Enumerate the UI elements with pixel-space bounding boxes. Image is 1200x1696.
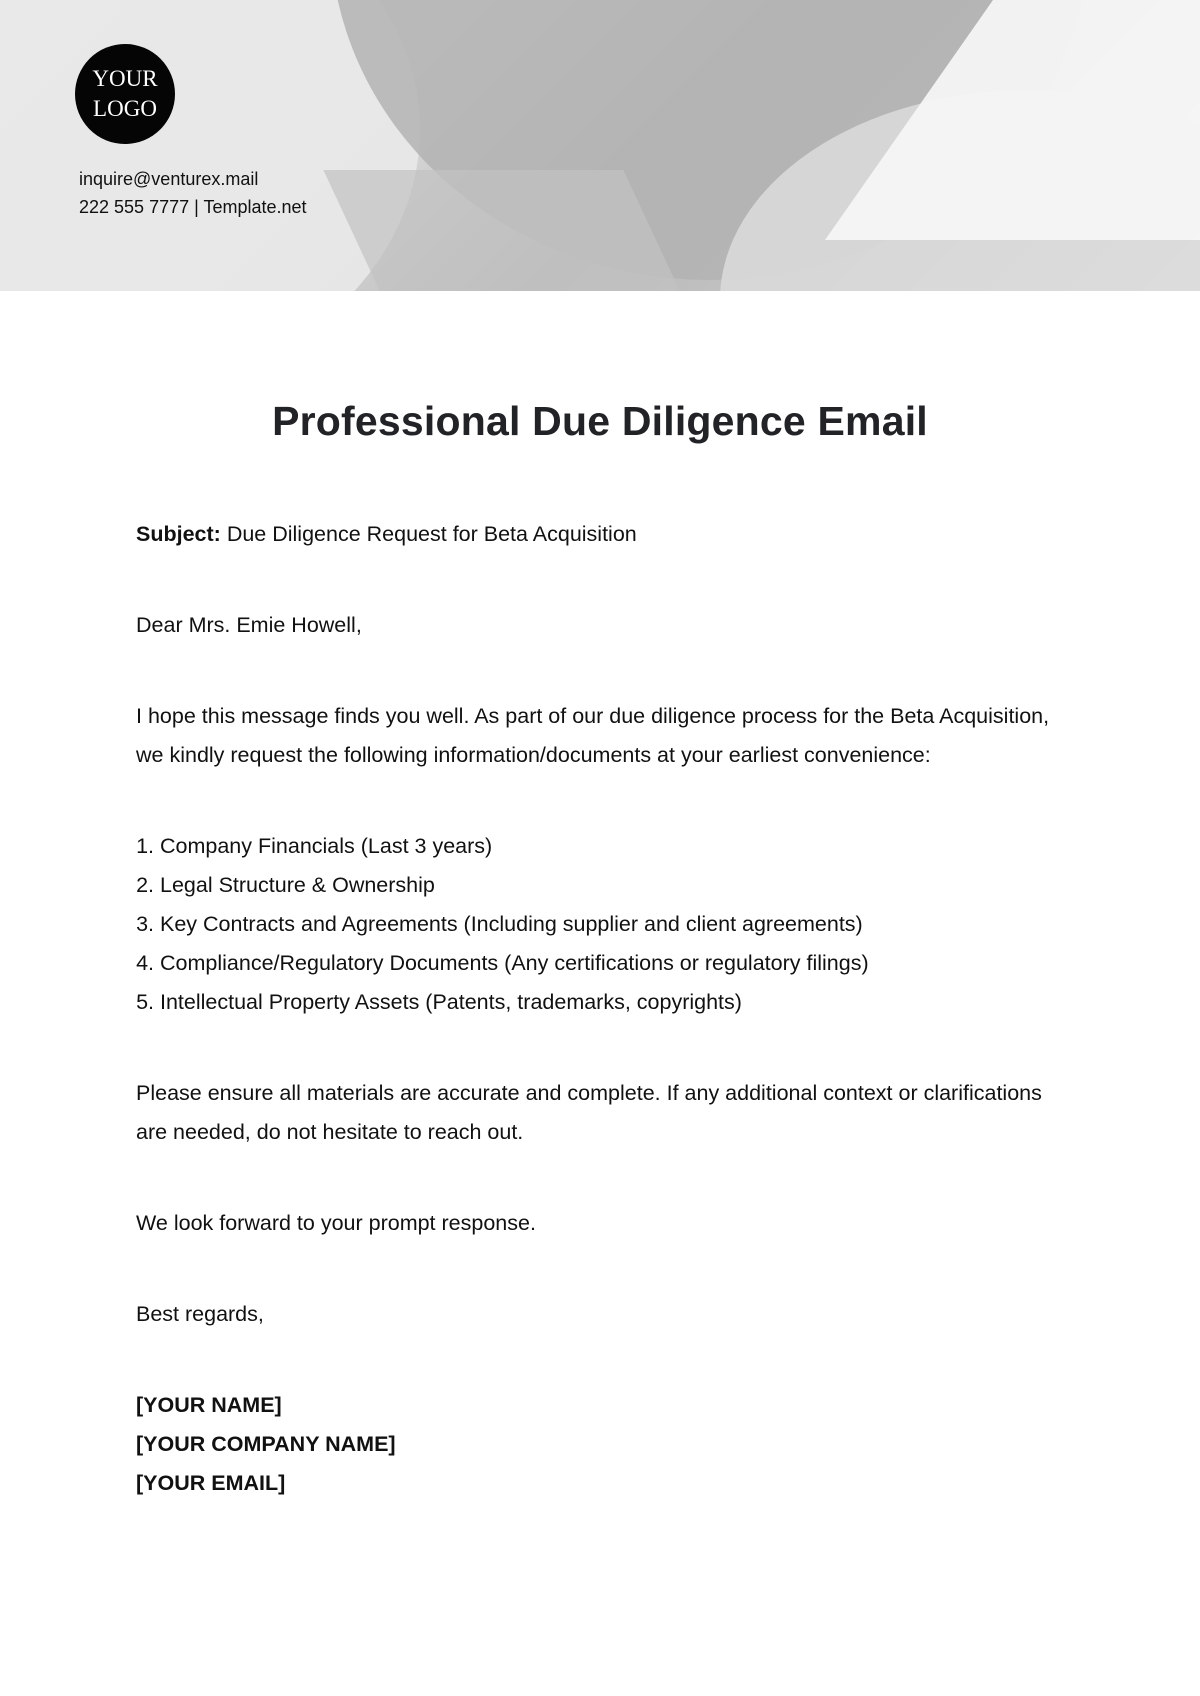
logo bbox=[75, 44, 175, 144]
subject-label: Subject: bbox=[136, 522, 221, 546]
document-title: Professional Due Diligence Email bbox=[272, 398, 928, 444]
signature-email: [YOUR EMAIL] bbox=[136, 1471, 286, 1495]
list-item: 4. Compliance/Regulatory Documents (Any certifications or regulatory filings) bbox=[160, 944, 1066, 983]
logo-line-2: LOGO bbox=[93, 96, 157, 121]
closing-paragraph: Please ensure all materials are accurate and complete. If any additional context or clarifications are needed, do not hesitate to reach out. bbox=[136, 1081, 1042, 1144]
greeting: Dear Mrs. Emie Howell, bbox=[136, 613, 362, 637]
logo-line-1: YOUR bbox=[92, 66, 158, 91]
divider bbox=[0, 291, 1200, 292]
header-banner bbox=[0, 0, 1200, 291]
contact-info bbox=[79, 165, 307, 221]
list-item: 1. Company Financials (Last 3 years) bbox=[160, 827, 1066, 866]
list-item: 2. Legal Structure & Ownership bbox=[160, 866, 1066, 905]
look-forward-line: We look forward to your prompt response. bbox=[136, 1211, 536, 1235]
signature-company: [YOUR COMPANY NAME] bbox=[136, 1432, 396, 1456]
signature-name: [YOUR NAME] bbox=[136, 1393, 282, 1417]
sign-off: Best regards, bbox=[136, 1302, 264, 1326]
list-item: 3. Key Contracts and Agreements (Including supplier and client agreements) bbox=[160, 905, 1066, 944]
contact-phone-web: 222 555 7777 | Template.net bbox=[79, 197, 307, 217]
list-item: 5. Intellectual Property Assets (Patents, trademarks, copyrights) bbox=[160, 983, 1066, 1022]
email-body bbox=[136, 515, 1066, 1503]
request-list bbox=[136, 827, 1066, 1022]
subject-line bbox=[136, 515, 1066, 554]
intro-paragraph: I hope this message finds you well. As part of our due diligence process for the Beta Acquisition, we kindly request the following information/documents at your earliest convenience: bbox=[136, 704, 1050, 767]
subject-value: Due Diligence Request for Beta Acquisition bbox=[226, 522, 637, 546]
contact-email: inquire@venturex.mail bbox=[79, 169, 259, 189]
